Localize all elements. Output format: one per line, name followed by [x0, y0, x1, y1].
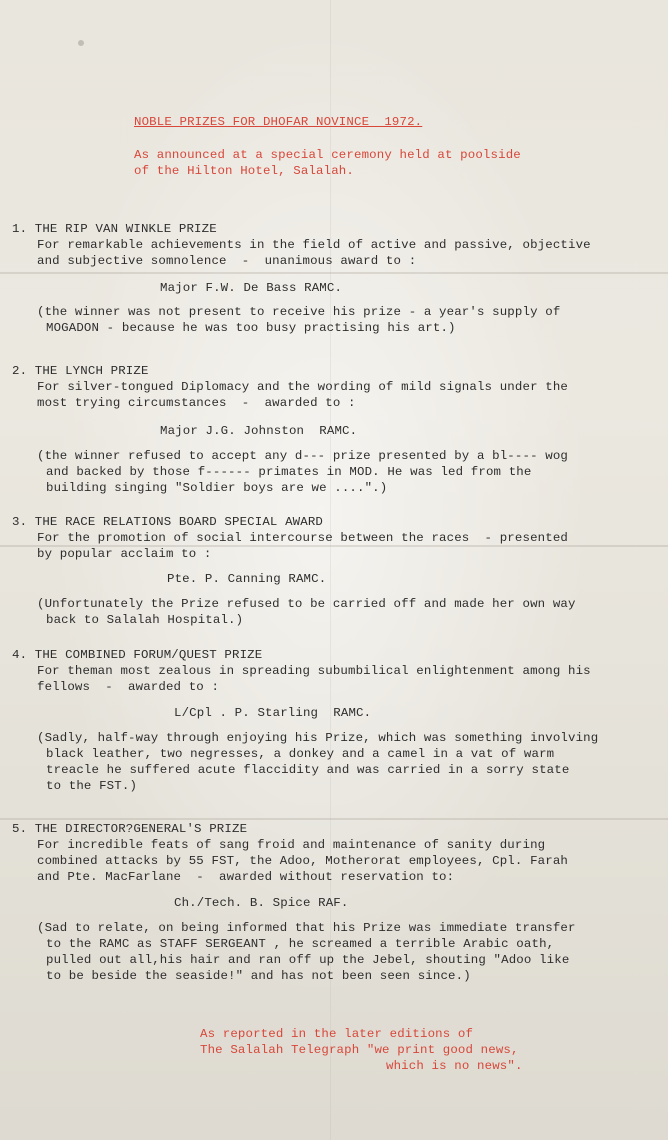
prize-note-line: building singing "Soldier boys are we ....".): [46, 481, 388, 495]
prize-note-line: back to Salalah Hospital.): [46, 613, 244, 627]
prize-heading: 3. THE RACE RELATIONS BOARD SPECIAL AWARD: [12, 515, 324, 529]
subtitle-line: As announced at a special ceremony held at poolside: [134, 148, 521, 162]
prize-heading: 5. THE DIRECTOR?GENERAL'S PRIZE: [12, 822, 248, 836]
ink-speck: [78, 40, 84, 46]
prize-body-line: and subjective somnolence - unanimous award to :: [37, 254, 417, 268]
prize-note-line: (Unfortunately the Prize refused to be carried off and made her own way: [37, 597, 576, 611]
prize-note-line: (Sadly, half-way through enjoying his Prize, which was something involving: [37, 731, 599, 745]
prize-body-line: and Pte. MacFarlane - awarded without reservation to:: [37, 870, 455, 884]
prize-body-line: combined attacks by 55 FST, the Adoo, Motherorat employees, Cpl. Farah: [37, 854, 568, 868]
prize-note-line: and backed by those f------ primates in MOD. He was led from the: [46, 465, 532, 479]
prize-heading: 4. THE COMBINED FORUM/QUEST PRIZE: [12, 648, 263, 662]
footer-line: which is no news".: [386, 1059, 523, 1073]
footer-line: As reported in the later editions of: [200, 1027, 474, 1041]
prize-note-line: to be beside the seaside!" and has not been seen since.): [46, 969, 471, 983]
prize-body-line: For remarkable achievements in the field of active and passive, objective: [37, 238, 591, 252]
prize-body-line: most trying circumstances - awarded to :: [37, 396, 356, 410]
subtitle-line: of the Hilton Hotel, Salalah.: [134, 164, 354, 178]
prize-body-line: For incredible feats of sang froid and maintenance of sanity during: [37, 838, 546, 852]
prize-note-line: (the winner was not present to receive his prize - a year's supply of: [37, 305, 561, 319]
prize-note-line: black leather, two negresses, a donkey and a camel in a vat of warm: [46, 747, 555, 761]
prize-body-line: For theman most zealous in spreading subumbilical enlightenment among his: [37, 664, 591, 678]
prize-body-line: For the promotion of social intercourse between the races - presented: [37, 531, 568, 545]
prize-winner: Major F.W. De Bass RAMC.: [160, 281, 343, 295]
prize-body-line: by popular acclaim to :: [37, 547, 212, 561]
prize-heading: 1. THE RIP VAN WINKLE PRIZE: [12, 222, 217, 236]
prize-note-line: (the winner refused to accept any d--- prize presented by a bl---- wog: [37, 449, 568, 463]
prize-body-line: fellows - awarded to :: [37, 680, 220, 694]
prize-note-line: treacle he suffered acute flaccidity and was carried in a sorry state: [46, 763, 570, 777]
prize-body-line: For silver-tongued Diplomacy and the wording of mild signals under the: [37, 380, 568, 394]
paper-fold: [0, 272, 668, 274]
prize-heading: 2. THE LYNCH PRIZE: [12, 364, 149, 378]
document-title: NOBLE PRIZES FOR DHOFAR NOVINCE 1972.: [134, 115, 423, 129]
footer-line: The Salalah Telegraph "we print good news,: [200, 1043, 519, 1057]
prize-winner: Ch./Tech. B. Spice RAF.: [174, 896, 349, 910]
prize-note-line: MOGADON - because he was too busy practising his art.): [46, 321, 456, 335]
prize-winner: L/Cpl . P. Starling RAMC.: [174, 706, 372, 720]
paper-fold: [0, 818, 668, 820]
prize-note-line: (Sad to relate, on being informed that his Prize was immediate transfer: [37, 921, 576, 935]
prize-note-line: to the RAMC as STAFF SERGEANT , he screamed a terrible Arabic oath,: [46, 937, 555, 951]
prize-winner: Major J.G. Johnston RAMC.: [160, 424, 358, 438]
prize-winner: Pte. P. Canning RAMC.: [167, 572, 327, 586]
prize-note-line: to the FST.): [46, 779, 138, 793]
prize-note-line: pulled out all,his hair and ran off up the Jebel, shouting "Adoo like: [46, 953, 570, 967]
